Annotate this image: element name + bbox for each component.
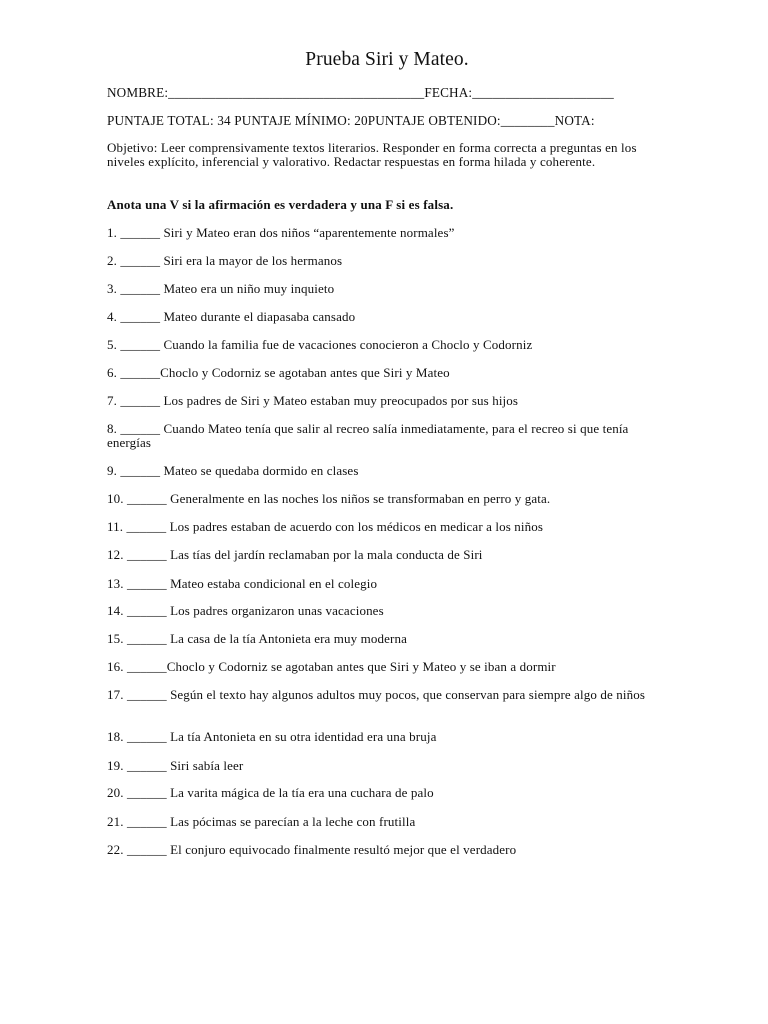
list-item: 14. ______ Los padres organizaron unas vacaciones (107, 603, 384, 618)
score-line: PUNTAJE TOTAL: 34 PUNTAJE MÍNIMO: 20PUNTAJE OBTENIDO:________NOTA: (107, 113, 595, 128)
list-item: 4. ______ Mateo durante el diapasaba cansado (107, 309, 356, 324)
instruction-text: Anota una V si la afirmación es verdadera y una F si es falsa. (107, 197, 454, 212)
worksheet-page (107, 0, 667, 1024)
list-item: 1. ______ Siri y Mateo eran dos niños “aparentemente normales” (107, 225, 455, 240)
list-item: 11. ______ Los padres estaban de acuerdo con los médicos en medicar a los niños (107, 519, 544, 534)
list-item: 15. ______ La casa de la tía Antonieta era muy moderna (107, 631, 407, 646)
list-item: 2. ______ Siri era la mayor de los hermanos (107, 253, 343, 268)
list-item: 3. ______ Mateo era un niño muy inquieto (107, 281, 335, 296)
list-item: 5. ______ Cuando la familia fue de vacaciones conocieron a Choclo y Codorniz (107, 337, 533, 352)
list-item: 17. ______ Según el texto hay algunos adultos muy pocos, que conservan para siempre algo de niños (107, 687, 646, 702)
list-item: 19. ______ Siri sabía leer (107, 758, 244, 773)
list-item: 22. ______ El conjuro equivocado finalmente resultó mejor que el verdadero (107, 842, 517, 857)
list-item: 9. ______ Mateo se quedaba dormido en clases (107, 463, 359, 478)
list-item: 18. ______ La tía Antonieta en su otra identidad era una bruja (107, 729, 437, 744)
list-item: 12. ______ Las tías del jardín reclamaban por la mala conducta de Siri (107, 547, 483, 562)
objective-paragraph: Objetivo: Leer comprensivamente textos literarios. Responder en forma correcta a preguntas en los niveles explícito, inferencial y valorativo. Redactar respuestas en forma hilada y coherente. (107, 140, 637, 169)
list-item: 16. ______Choclo y Codorniz se agotaban antes que Siri y Mateo y se iban a dormir (107, 659, 556, 674)
list-item: 7. ______ Los padres de Siri y Mateo estaban muy preocupados por sus hijos (107, 393, 519, 408)
list-item: 10. ______ Generalmente en las noches los niños se transformaban en perro y gata. (107, 491, 551, 506)
list-item: 8. ______ Cuando Mateo tenía que salir al recreo salía inmediatamente, para el recreo si que tenía energías (107, 421, 629, 450)
list-item: 13. ______ Mateo estaba condicional en el colegio (107, 576, 378, 591)
list-item: 6. ______Choclo y Codorniz se agotaban antes que Siri y Mateo (107, 365, 450, 380)
name-date-line: NOMBRE:______________________________________FECHA:_____________________ (107, 85, 614, 100)
list-item: 20. ______ La varita mágica de la tía era una cuchara de palo (107, 785, 434, 800)
page-title: Prueba Siri y Mateo. (305, 49, 469, 70)
list-item: 21. ______ Las pócimas se parecían a la leche con frutilla (107, 814, 416, 829)
